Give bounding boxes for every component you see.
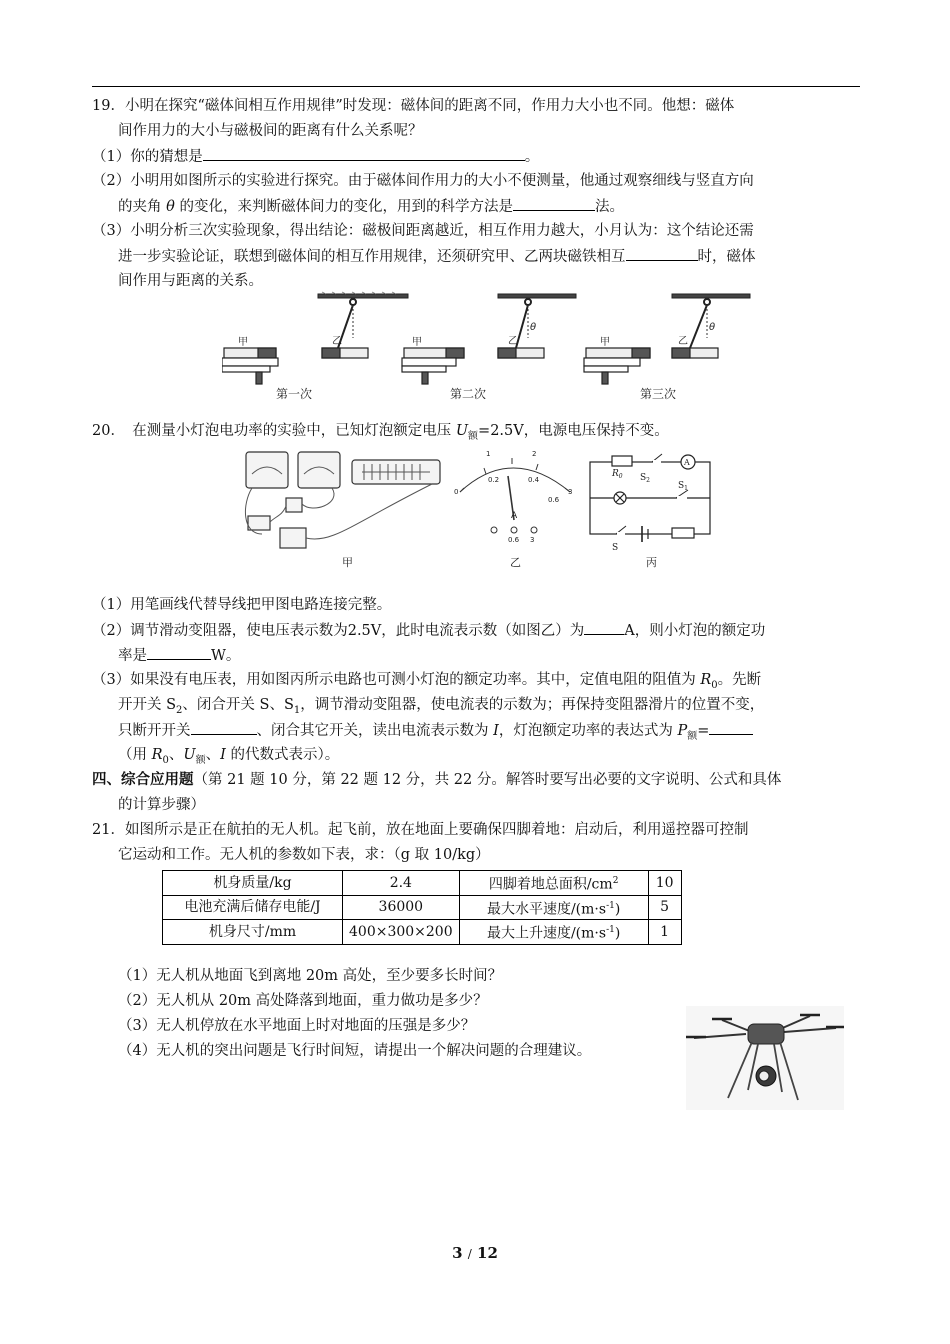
answer-blank[interactable] bbox=[191, 720, 257, 735]
caption-first: 第一次 bbox=[276, 387, 313, 401]
switch-device bbox=[248, 516, 270, 530]
q21-sub3: （3）无人机停放在水平地面上时对地面的压强是多少？ bbox=[118, 1018, 476, 1034]
section4-desc: （第 21 题 10 分，第 22 题 12 分，共 22 分。解答时要写出必要的文字说明、公式和具体 bbox=[193, 772, 782, 788]
label-s2: $S_2$ bbox=[640, 473, 650, 484]
terminal-0-6: 0.6 bbox=[508, 536, 520, 544]
dial-unit: A bbox=[511, 511, 518, 521]
table-cell: 机身质量/kg bbox=[163, 871, 343, 896]
magnet-jia-label-3: 甲 bbox=[600, 337, 610, 348]
section4-heading bbox=[92, 770, 781, 790]
page-separator: / bbox=[467, 1247, 472, 1261]
q20-sub2-text-d: W。 bbox=[211, 648, 241, 664]
q19-sub2-text-b: 的变化，来判断磁体间力的变化，用到的科学方法是 bbox=[174, 199, 513, 215]
q20-sub3-text-i: = bbox=[697, 723, 710, 739]
q20-sub3-text-e: ，调节滑动变阻器，使电流表的示数为；再保持变阻器滑片的位置不变， bbox=[300, 697, 765, 713]
drone-body bbox=[748, 1024, 784, 1044]
tick-1: 1 bbox=[486, 450, 491, 458]
q19-sub3-line1: （3）小明分析三次实验现象，得出结论：磁极间距离越近，相互作用力越大，小月认为：这个结论还需 bbox=[92, 223, 754, 239]
q20-sub1: （1）用笔画线代替导线把甲图电路连接完整。 bbox=[92, 597, 392, 613]
terminal-3: 3 bbox=[530, 536, 535, 544]
answer-blank[interactable] bbox=[626, 246, 698, 261]
q19-line1: 19．小明在探究“磁体间相互作用规律”时发现：磁体间的距离不同，作用力大小也不同。他想：磁体 bbox=[92, 98, 735, 114]
q19-line2: 间作用力的大小与磁极间的距离有什么关系呢？ bbox=[118, 123, 423, 139]
header-rule bbox=[92, 86, 860, 87]
section4-line2: 的计算步骤） bbox=[118, 797, 205, 813]
i-symbol: I bbox=[493, 723, 499, 739]
dial-arc bbox=[460, 468, 570, 492]
q20-sub2-line1 bbox=[92, 620, 765, 641]
q20-text-b: =2.5V，电源电压保持不变。 bbox=[478, 423, 669, 439]
q20-sub2-text-a: （2）调节滑动变阻器，使电压表示数为2.5V，此时电流表示数（如图乙）为 bbox=[92, 623, 585, 639]
table-cell: 2.4 bbox=[343, 871, 460, 896]
page-current: 3 bbox=[452, 1244, 463, 1262]
q20-sub3-text-j: （用 bbox=[118, 747, 152, 763]
q21-sub4: （4）无人机的突出问题是飞行时间短，请提出一个解决问题的合理建议。 bbox=[118, 1043, 592, 1059]
r0-symbol-2: R bbox=[151, 747, 163, 763]
magnet-jia-label-1: 甲 bbox=[238, 337, 248, 348]
r0-sub-2: 0 bbox=[162, 754, 169, 766]
q20-sub3-line3 bbox=[118, 720, 753, 747]
table-cell: 机身尺寸/mm bbox=[163, 920, 343, 945]
magnet-experiment-figure bbox=[222, 290, 760, 406]
q20-sub2-text-b: A，则小灯泡的额定功 bbox=[624, 623, 766, 639]
caption-bing: 丙 bbox=[646, 556, 657, 569]
answer-blank[interactable] bbox=[203, 146, 525, 161]
magnet-yi-label-1: 乙 bbox=[332, 336, 342, 347]
answer-blank[interactable] bbox=[147, 645, 211, 660]
s1-sub: 1 bbox=[293, 704, 301, 716]
resistor-r0 bbox=[612, 456, 632, 466]
magnet-yi-label-2: 乙 bbox=[508, 336, 518, 347]
tick-0: 0 bbox=[454, 488, 459, 496]
angle-label-2: θ bbox=[530, 322, 537, 333]
circuit-figure bbox=[232, 444, 718, 572]
tick-3: 3 bbox=[568, 488, 573, 496]
q20-sub3-text-c: 开开关 S bbox=[118, 697, 177, 713]
q21-sub1: （1）无人机从地面飞到离地 20m 高处，至少要多长时间？ bbox=[118, 968, 503, 984]
q20-U-sub: 额 bbox=[468, 430, 479, 442]
q20-sub3-sep-1: 、 bbox=[168, 747, 184, 763]
section4-title: 四、综合应用题 bbox=[92, 771, 194, 788]
table-row bbox=[163, 895, 682, 920]
tick-0-2: 0.2 bbox=[488, 476, 500, 484]
caption-second: 第二次 bbox=[450, 387, 487, 401]
table-row bbox=[163, 920, 682, 945]
q19-sub3-text-a: 进一步实验论证，联想到磁体间的相互作用规律，还须研究甲、乙两块磁铁相互 bbox=[118, 249, 626, 265]
label-r0: $R_0$ bbox=[612, 469, 623, 480]
answer-blank[interactable] bbox=[513, 196, 595, 211]
q19-sub1-text: （1）你的猜想是 bbox=[92, 149, 203, 165]
q20-text-a: 20． 在测量小灯泡电功率的实验中，已知灯泡额定电压 bbox=[92, 423, 456, 439]
q19-sub2-line2 bbox=[118, 196, 624, 217]
drone-image bbox=[686, 1006, 844, 1110]
theta-symbol: θ bbox=[166, 199, 175, 215]
ammeter-device bbox=[246, 452, 288, 488]
r0-sub: 0 bbox=[711, 679, 718, 691]
tick-0-4: 0.4 bbox=[528, 476, 540, 484]
bulb-holder bbox=[286, 498, 302, 512]
table-row bbox=[163, 871, 682, 896]
q20-sub3-text-d: 、闭合开关 S、S bbox=[182, 697, 294, 713]
magnet-yi-label-3: 乙 bbox=[678, 336, 688, 347]
table-cell: 5 bbox=[648, 895, 681, 920]
p-sub: 额 bbox=[687, 730, 698, 742]
q20-sub3-text-b: 。先断 bbox=[717, 672, 762, 688]
q20-sub3-line4 bbox=[118, 745, 339, 771]
label-ammeter: A bbox=[684, 458, 690, 467]
q20-sub3-line2 bbox=[118, 695, 764, 721]
table-cell: 400×300×200 bbox=[343, 920, 460, 945]
q19-sub3-line2 bbox=[118, 246, 756, 267]
i-symbol-2: I bbox=[220, 747, 226, 763]
q20-sub2-line2 bbox=[118, 645, 240, 666]
q20-sub3-sep-2: 、 bbox=[205, 747, 221, 763]
rheostat-symbol bbox=[672, 528, 694, 538]
table-cell: 1 bbox=[648, 920, 681, 945]
q20-sub3-line1 bbox=[92, 670, 761, 696]
caption-yi: 乙 bbox=[510, 556, 521, 569]
magnet-jia-label-2: 甲 bbox=[412, 337, 422, 348]
q19-sub1 bbox=[92, 146, 539, 167]
q19-sub1-end: 。 bbox=[524, 149, 540, 165]
q19-sub2-text-c: 法。 bbox=[594, 199, 624, 215]
table-cell: 电池充满后储存电能/J bbox=[163, 895, 343, 920]
label-s: S bbox=[612, 543, 619, 553]
q20-sub3-text-k: 的代数式表示）。 bbox=[225, 747, 340, 763]
answer-blank[interactable] bbox=[709, 720, 753, 735]
q19-sub2-line1: （2）小明用如图所示的实验进行探究。由于磁体间作用力的大小不便测量，他通过观察细线与竖直方向 bbox=[92, 173, 754, 189]
q20-sub3-text-f: 只断开开关 bbox=[118, 723, 191, 739]
page-number bbox=[0, 1244, 950, 1262]
q19-sub3-text-b: 时，磁体 bbox=[697, 249, 756, 265]
table-cell: 最大水平速度$/(m\cdot s^{-1})$ bbox=[459, 895, 648, 920]
p-symbol: P bbox=[677, 723, 688, 739]
answer-blank[interactable] bbox=[584, 620, 624, 635]
tick-2: 2 bbox=[532, 450, 537, 458]
table-cell: 最大上升速度$/(m\cdot s^{-1})$ bbox=[459, 920, 648, 945]
table-cell: 10 bbox=[648, 871, 681, 896]
q21-sub2: （2）无人机从 20m 高处降落到地面，重力做功是多少？ bbox=[118, 993, 488, 1009]
q20-U: U bbox=[455, 423, 469, 439]
q19-sub2-text-a: 的夹角 bbox=[118, 199, 167, 215]
battery-device bbox=[280, 528, 306, 548]
q21-line2: 它运动和工作。无人机的参数如下表，求：（g 取 10/kg） bbox=[118, 847, 490, 863]
caption-jia: 甲 bbox=[342, 556, 353, 569]
q20-sub3-text-a: （3）如果没有电压表，用如图丙所示电路也可测小灯泡的额定功率。其中，定值电阻的阻值为 bbox=[92, 672, 701, 688]
q20-line1 bbox=[92, 421, 669, 447]
label-s1: $S_1$ bbox=[678, 481, 688, 492]
table-cell: 四脚着地总面积$/cm^2$ bbox=[459, 871, 648, 896]
angle-label-3: θ bbox=[709, 322, 716, 333]
table-cell: 36000 bbox=[343, 895, 460, 920]
r0-symbol: R bbox=[700, 672, 712, 688]
s2-sub: 2 bbox=[176, 704, 183, 716]
q20-sub2-text-c: 率是 bbox=[118, 648, 147, 664]
q21-line1: 21．如图所示是正在航拍的无人机。起飞前，放在地面上要确保四脚着地：启动后，利用遥控器可控制 bbox=[92, 822, 749, 838]
drone-spec-table bbox=[162, 870, 682, 945]
q19-sub3-line3: 间作用与距离的关系。 bbox=[118, 273, 263, 289]
q20-sub3-text-g: 、闭合其它开关，读出电流表示数为 bbox=[256, 723, 494, 739]
voltmeter-device bbox=[298, 452, 340, 488]
caption-third: 第三次 bbox=[640, 387, 677, 401]
tick-0-6: 0.6 bbox=[548, 496, 560, 504]
u-symbol: U bbox=[183, 747, 196, 763]
u-sub: 额 bbox=[195, 754, 206, 766]
q20-sub3-text-h: ，灯泡额定功率的表达式为 bbox=[498, 723, 678, 739]
page-total: 12 bbox=[477, 1244, 498, 1262]
